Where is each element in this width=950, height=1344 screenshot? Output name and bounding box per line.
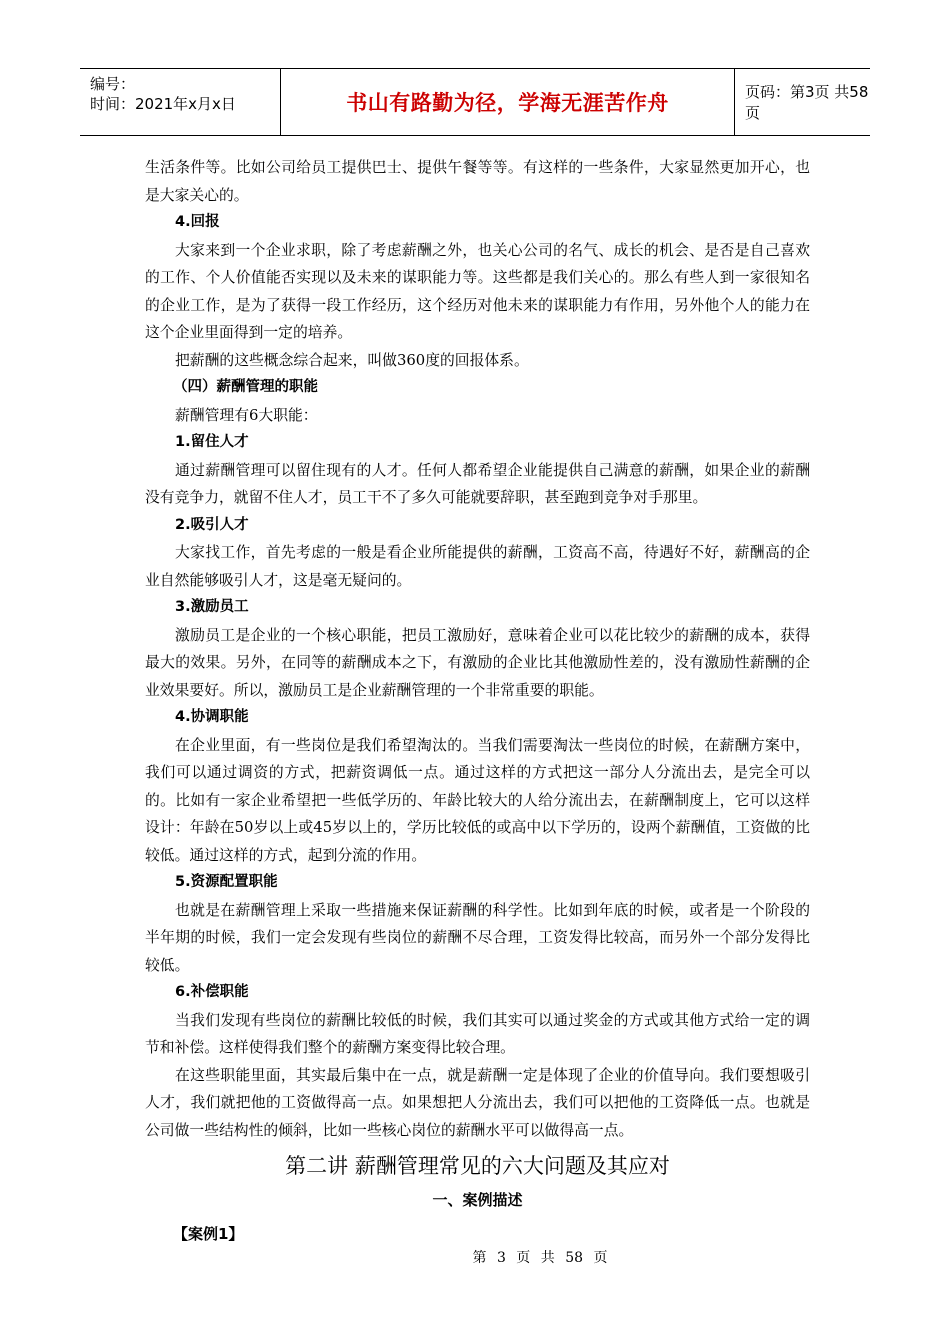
paragraph: 薪酬管理有6大职能： [175,406,318,424]
subheading-return: 4.回报 [175,214,220,230]
subheading-motivate-staff: 3.激励员工 [175,599,249,615]
document-number-label: 编号： [90,75,136,93]
subheading-attract-talent: 2.吸引人才 [175,516,249,533]
paragraph: 在企业里面，有一些岗位是我们希望淘汰的。当我们需要淘汰一些岗位的时候，在薪酬方案中，我们可以通过调资的方式，把薪资调低一点。通过这样的方式把这一部分人分流出去，是完全可以的。比如有一家企业希望把一些低学历的、年龄比较大的人给分流出去，在薪酬制度上，它可以这样设计：年龄在50岁以上或45岁以上的，学历比较低的或高中以下学历的，设两个薪酬值，工资做的比较低。通过这样的方式，起到分流的作用。 [145,736,810,864]
section-heading-functions: （四）薪酬管理的职能 [173,379,318,395]
subheading-compensation: 6.补偿职能 [175,984,249,1000]
page-footer: 第 3 页 共 58 页 [472,1250,608,1266]
section-title: 一、案例描述 [432,1191,523,1209]
page-header [80,68,870,136]
paragraph: 通过薪酬管理可以留住现有的人才。任何人都希望企业能提供自己满意的薪酬，如果企业的薪酬没有竞争力，就留不住人才，员工干不了多久可能就要辞职，甚至跑到竞争对手那里。 [145,461,810,506]
paragraph: 激励员工是企业的一个核心职能，把员工激励好，意味着企业可以花比较少的薪酬的成本，获得最大的效果。另外，在同等的薪酬成本之下，有激励的企业比其他激励性差的，没有激励性薪酬的企业效果要好。所以，激励员工是企业薪酬管理的一个非常重要的职能。 [145,626,810,699]
lecture-title: 第二讲 薪酬管理常见的六大问题及其应对 [285,1154,670,1178]
header-motto: 书山有路勤为径，学海无涯苦作舟 [346,91,669,115]
document-body [145,154,810,1252]
paragraph: 把薪酬的这些概念综合起来，叫做360度的回报体系。 [175,351,529,369]
paragraph: 生活条件等。比如公司给员工提供巴士、提供午餐等等。有这样的一些条件，大家显然更加开心，也是大家关心的。 [145,159,810,204]
case-label: 【案例1】 [173,1225,244,1243]
paragraph: 在这些职能里面，其实最后集中在一点，就是薪酬一定是体现了企业的价值导向。我们要想吸引人才，我们就把他的工资做得高一点。如果想把人分流出去，我们可以把他的工资降低一点。也就是公司做一些结构性的倾斜，比如一些核心岗位的薪酬水平可以做得高一点。 [145,1066,810,1139]
paragraph: 也就是在薪酬管理上采取一些措施来保证薪酬的科学性。比如到年底的时候，或者是一个阶段的半年期的时候，我们一定会发现有些岗位的薪酬不尽合理，工资发得比较高，而另外一个部分发得比较低。 [145,901,810,974]
paragraph: 大家来到一个企业求职，除了考虑薪酬之外，也关心公司的名气、成长的机会、是否是自己喜欢的工作、个人价值能否实现以及未来的谋职能力等。这些都是我们关心的。那么有些人到一家很知名的企业工作，是为了获得一段工作经历，这个经历对他未来的谋职能力有作用，另外他个人的能力在这个企业里面得到一定的培养。 [145,241,810,341]
paragraph: 大家找工作，首先考虑的一般是看企业所能提供的薪酬，工资高不高，待遇好不好，薪酬高的企业自然能够吸引人才，这是毫无疑问的。 [145,544,810,589]
header-page-info: 页码：第3页 共58页 [745,83,869,122]
header-motto-cell [281,69,735,135]
subheading-coordination: 4.协调职能 [175,709,249,725]
subheading-resource-allocation: 5.资源配置职能 [175,874,278,890]
subheading-retain-talent: 1.留住人才 [175,434,249,450]
paragraph: 当我们发现有些岗位的薪酬比较低的时候，我们其实可以通过奖金的方式或其他方式给一定的调节和补偿。这样使得我们整个的薪酬方案变得比较合理。 [145,1011,810,1056]
document-date-label: 时间：2021年x月x日 [90,95,236,113]
header-meta-cell [80,69,281,135]
